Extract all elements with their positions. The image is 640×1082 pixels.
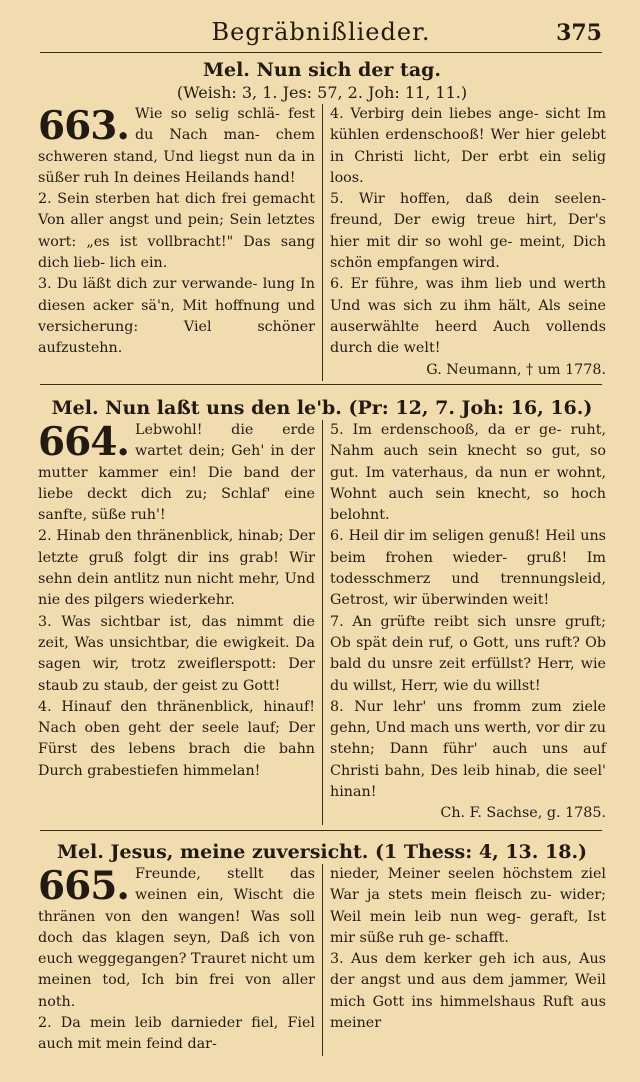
right-column [322, 864, 606, 1056]
stanza: 6. Heil dir im seligen genuß! Heil uns beim frohen wieder- gruß! Im todesschmerz und trennungsleid, Getrost, wir überwinden weit! [330, 528, 606, 609]
stanza: 5. Im erdenschooß, da er ge- ruht, Nahm auch sein knecht so gut, so gut. Im vaterhaus, da nun er wohnt, Wohnt auch sein knecht, so hoch belohnt. [330, 422, 606, 524]
stanza: 5. Wir hoffen, daß dein seelen- freund, Der ewig treue hirt, Der's hier mit dir so wohl ge- meint, Dich schön empfangen wird. [330, 191, 606, 272]
header-rule [40, 52, 602, 53]
hymn-number: 664. [38, 419, 129, 465]
left-column [38, 420, 322, 825]
melody-line: Mel. Nun laßt uns den le'b. (Pr: 12, 7. Joh: 16, 16.) [51, 397, 593, 419]
page-number: 375 [556, 20, 602, 46]
two-column-text [38, 104, 606, 381]
stanza: 4. Hinauf den thränenblick, hinauf! Nach oben geht der seele lauf; Der Fürst des lebens brach die bahn Durch grabestiefen himmelan! [38, 698, 315, 779]
stanza: 6. Er führe, was ihm lieb und werth Und was sich zu ihm hält, Als seine auserwählte heerd Auch vollends durch die welt! [330, 276, 606, 357]
stanza [38, 420, 315, 526]
running-title: Begräbnißlieder. [211, 18, 431, 46]
right-column [322, 104, 606, 381]
section-rule [40, 830, 602, 831]
stanza [38, 104, 315, 189]
stanza: 2. Hinab den thränenblick, hinab; Der letzte gruß folgt dir ins grab! Wir sehn dein antlitz nun nicht mehr, Und nie des pilgers wiederkehr. [38, 528, 315, 609]
left-column [38, 864, 322, 1056]
stanza: 3. Was sichtbar ist, das nimmt die zeit, Was unsichtbar, die ewigkeit. Da sagen wir, trotz zweiflerspott: Der staub zu staub, der geist zu Gott! [38, 613, 315, 694]
stanza: 2. Sein sterben hat dich frei gemacht Von aller angst und pein; Sein letztes wort: „es ist vollbracht!" Das sang dich lieb- lich ein. [38, 191, 315, 272]
page-header [40, 14, 602, 50]
hymn-663 [38, 58, 606, 381]
stanza: 3. Aus dem kerker geh ich aus, Aus der angst und aus dem jammer, Weil mich Gott ins himmelshaus Ruft aus meiner [330, 951, 606, 1032]
hymn-664 [38, 396, 606, 825]
two-column-text [38, 864, 606, 1056]
stanza: 7. An grüfte reibt sich unsre gruft; Ob spät dein ruf, o Gott, uns ruft? Ob bald du unsre zeit erfüllst? Herr, wie du willst, Herr, wie du willst! [330, 613, 606, 694]
stanza: 4. Verbirg dein liebes ange- sicht Im kühlen erdenschooß! Wer hier gelebt in Christi licht, Der erbt ein selig loos. [330, 106, 606, 186]
stanza-text: Lebwohl! die erde wartet dein; Geh' in der mutter kammer ein! Die band der liebe deckt dich zu; Schlaf' eine sanfte, süße ruh'! [38, 422, 315, 524]
stanza: 3. Du läßt dich zur verwande- lung In diesen acker sä'n, Mit hoffnung und versicherung: Viel schöner aufzustehn. [38, 276, 315, 357]
hymn-author: Ch. F. Sachse, g. 1785. [440, 805, 606, 822]
section-rule [40, 384, 602, 385]
stanza-text: Freunde, stellt das weinen ein, Wischt die thränen von den wangen! Was soll doch das klagen seyn, Daß ich von euch weggegangen? Trauret nicht um meinen tod, Ich bin frei von aller noth. [38, 866, 315, 1010]
melody-line: Mel. Jesus, meine zuversicht. (1 Thess: 4, 13. 18.) [56, 841, 588, 863]
hymn-665 [38, 840, 606, 1056]
hymn-number: 663. [38, 103, 129, 149]
hymn-number: 665. [38, 863, 129, 909]
two-column-text [38, 420, 606, 825]
stanza [38, 864, 315, 1013]
stanza: 2. Da mein leib darnieder fiel, Fiel auch mit mein feind dar- [38, 1015, 315, 1053]
melody-line: Mel. Nun sich der tag. [202, 59, 442, 81]
stanza: nieder, Meiner seelen höchstem ziel War ja stets mein fleisch zu- wider; Weil mein leib nun weg- geraft, Ist mir süße ruh ge- schafft. [330, 866, 606, 946]
stanza: 8. Nur lehr' uns fromm zum ziele gehn, Und mach uns werth, vor dir zu stehn; Dann führ' auch uns auf Christi bahn, Des leib hinab, die seel' hinan! [330, 698, 606, 801]
scripture-reference: (Weish: 3, 1. Jes: 57, 2. Joh: 11, 11.) [176, 83, 468, 102]
stanza-text: Wie so selig schlä- fest du Nach man- chem schweren stand, Und liegst nun da in süßer ruh In deines Heilands hand! [38, 106, 315, 186]
right-column [322, 420, 606, 825]
left-column [38, 104, 322, 381]
hymn-author: G. Neumann, † um 1778. [426, 361, 606, 378]
